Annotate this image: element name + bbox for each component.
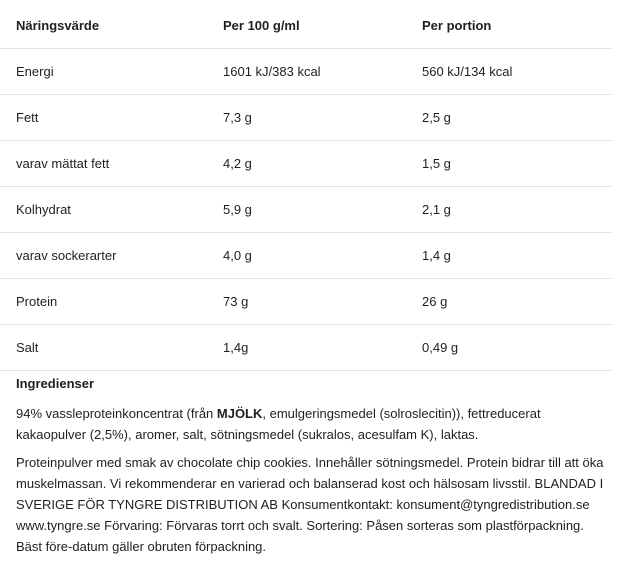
nutrient-name: Protein (0, 279, 223, 325)
ingredients-text-before: 94% vassleproteinkoncentrat (från (16, 406, 217, 421)
value-per-portion: 560 kJ/134 kcal (422, 49, 612, 95)
value-per-portion: 0,49 g (422, 325, 612, 371)
value-per-100g: 5,9 g (223, 187, 422, 233)
table-row (0, 141, 612, 187)
value-per-100g: 73 g (223, 279, 422, 325)
ingredients-text-after: , emulgeringsmedel (solroslecitin)), fettreducerat kakaopulver (2,5%), aromer, salt, sötningsmedel (sukralos, acesulfam K), laktas. (16, 406, 541, 442)
table-row (0, 187, 612, 233)
value-per-portion: 26 g (422, 279, 612, 325)
value-per-100g: 4,0 g (223, 233, 422, 279)
value-per-100g: 7,3 g (223, 95, 422, 141)
allergen-highlight: MJÖLK (216, 406, 263, 421)
table-header-row (0, 4, 612, 49)
ingredients-heading: Ingredienser (16, 376, 95, 391)
ingredients-text (16, 403, 612, 445)
nutrient-name: varav sockerarter (0, 233, 223, 279)
nutrition-table (0, 4, 612, 371)
nutrient-name: varav mättat fett (0, 141, 223, 187)
header-per-portion: Per portion (422, 4, 612, 49)
header-per-100g: Per 100 g/ml (223, 4, 422, 49)
value-per-portion: 2,5 g (422, 95, 612, 141)
table-row (0, 325, 612, 371)
value-per-portion: 1,4 g (422, 233, 612, 279)
value-per-portion: 1,5 g (422, 141, 612, 187)
table-row (0, 233, 612, 279)
product-description: Proteinpulver med smak av chocolate chip cookies. Innehåller sötningsmedel. Protein bidrar till att öka muskelmassan. Vi rekommenderar en varierad och balanserad kost och hälsosam livsstil. BLANDAD I SVERIGE FÖR TYNGRE DISTRIBUTION AB Konsumentkontakt: konsument@tyngredistribution.se www.tyngre.se Förvaring: Förvaras torrt och svalt. Sortering: Påsen sorteras som plastförpackning. Bäst före-datum gäller obruten förpackning. (16, 455, 604, 554)
value-per-100g: 1,4g (223, 325, 422, 371)
nutrient-name: Salt (0, 325, 223, 371)
value-per-portion: 2,1 g (422, 187, 612, 233)
nutrient-name: Energi (0, 49, 223, 95)
nutrient-name: Fett (0, 95, 223, 141)
table-row (0, 49, 612, 95)
nutrient-name: Kolhydrat (0, 187, 223, 233)
header-nutrient: Näringsvärde (0, 4, 223, 49)
table-row (0, 279, 612, 325)
value-per-100g: 1601 kJ/383 kcal (223, 49, 422, 95)
value-per-100g: 4,2 g (223, 141, 422, 187)
table-row (0, 95, 612, 141)
